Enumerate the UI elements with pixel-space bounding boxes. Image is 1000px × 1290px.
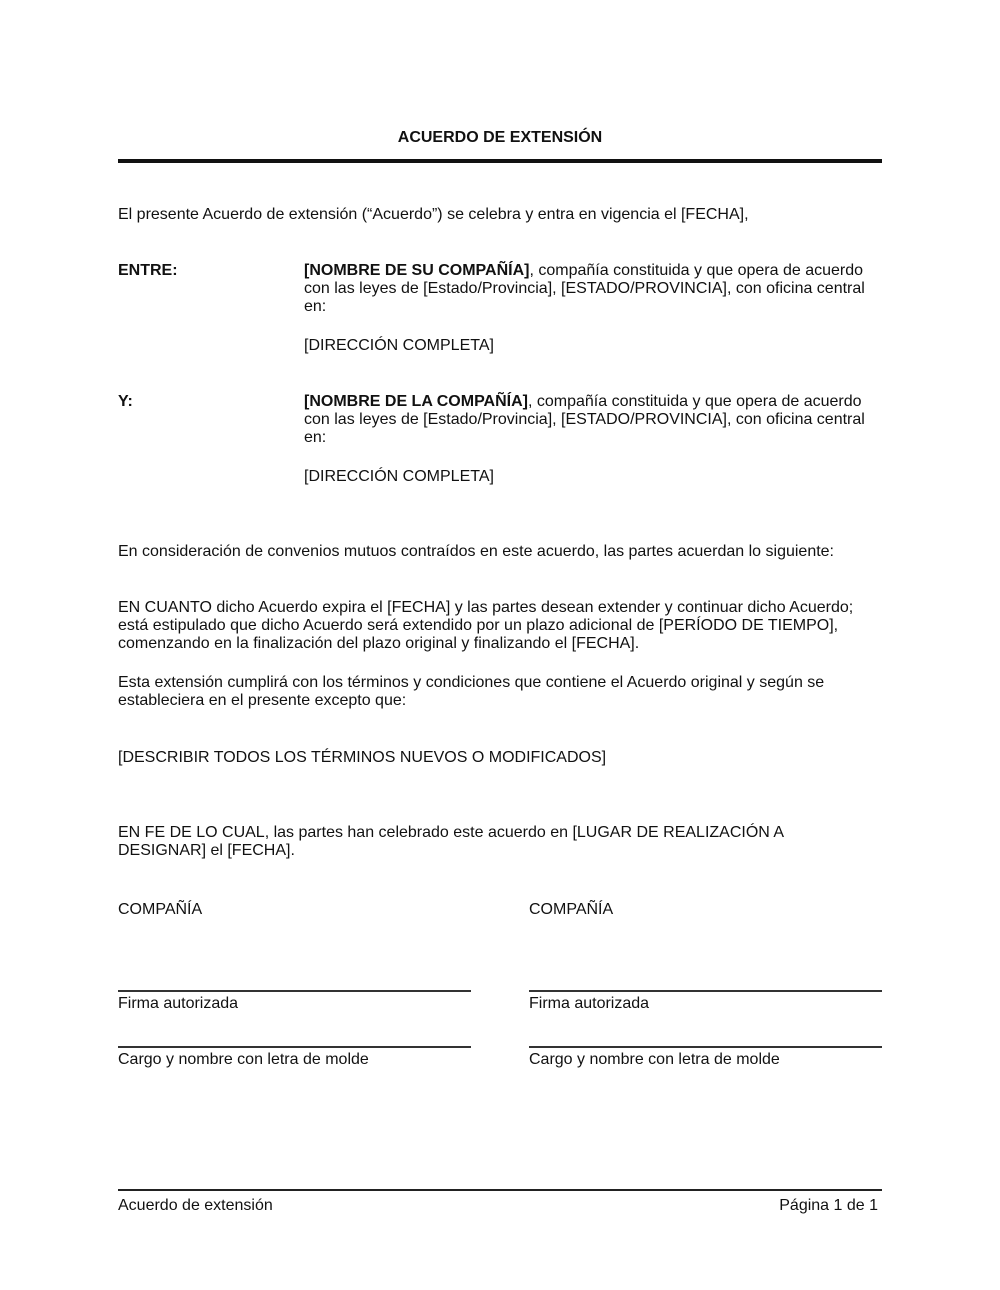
signature-2-name-line [529,1046,882,1048]
signature-1-name-label: Cargo y nombre con letra de molde [118,1051,369,1068]
party-1-description [304,262,884,316]
signature-1-sign-label: Firma autorizada [118,995,239,1012]
consideration-paragraph: En consideración de convenios mutuos contraídos en este acuerdo, las partes acuerdan lo siguiente: [118,543,834,560]
document-title: ACUERDO DE EXTENSIÓN [397,129,603,146]
signature-2-line [529,990,882,992]
party-1-address: [DIRECCIÓN COMPLETA] [304,337,494,354]
party-2-label: Y: [118,393,133,410]
footer-divider [118,1189,882,1191]
page-number: Página 1 de 1 [779,1197,878,1214]
party-1-name: [NOMBRE DE SU COMPAÑÍA] [304,262,530,279]
party-2-line2: con las leyes de [Estado/Provincia], [ESTADO/PROVINCIA], con oficina central [304,411,865,428]
party-2-address: [DIRECCIÓN COMPLETA] [304,468,494,485]
party-2-line1: [NOMBRE DE LA COMPAÑÍA], compañía constituida y que opera de acuerdo [304,393,862,410]
party-1-line3: en: [304,298,327,315]
intro-paragraph: El presente Acuerdo de extensión (“Acuerdo”) se celebra y entra en vigencia el [FECHA], [118,206,749,223]
signature-1-company: COMPAÑÍA [118,901,203,918]
witness-paragraph: EN FE DE LO CUAL, las partes han celebrado este acuerdo en [LUGAR DE REALIZACIÓN A DESIGNAR] el [FECHA]. [118,824,785,859]
party-1-line1: [NOMBRE DE SU COMPAÑÍA], compañía constituida y que opera de acuerdo [304,262,864,279]
signature-1-line [118,990,471,992]
party-2-name: [NOMBRE DE LA COMPAÑÍA] [304,393,528,410]
signature-2-company: COMPAÑÍA [529,901,614,918]
signature-2-sign-label: Firma autorizada [529,995,650,1012]
party-1-label: ENTRE: [118,262,178,279]
new-terms-placeholder: [DESCRIBIR TODOS LOS TÉRMINOS NUEVOS O MODIFICADOS] [118,749,607,766]
party-2-description [304,393,884,447]
extension-paragraph: Esta extensión cumplirá con los términos y condiciones que contiene el Acuerdo original y según se estableciera en el presente excepto que: [118,674,825,709]
whereas-paragraph: EN CUANTO dicho Acuerdo expira el [FECHA] y las partes desean extender y continuar dicho Acuerdo; está estipulado que dicho Acuerdo será extendido por un plazo adicional de [PERÍODO DE TIEMPO], comenzando en la finalización del plazo original y finalizando el [FECHA]. [118,599,854,652]
title-divider [118,159,882,163]
signature-1-name-line [118,1046,471,1048]
party-1-line2: con las leyes de [Estado/Provincia], [ESTADO/PROVINCIA], con oficina central [304,280,865,297]
signature-2-name-label: Cargo y nombre con letra de molde [529,1051,780,1068]
footer-title: Acuerdo de extensión [118,1197,273,1214]
party-2-line3: en: [304,429,327,446]
